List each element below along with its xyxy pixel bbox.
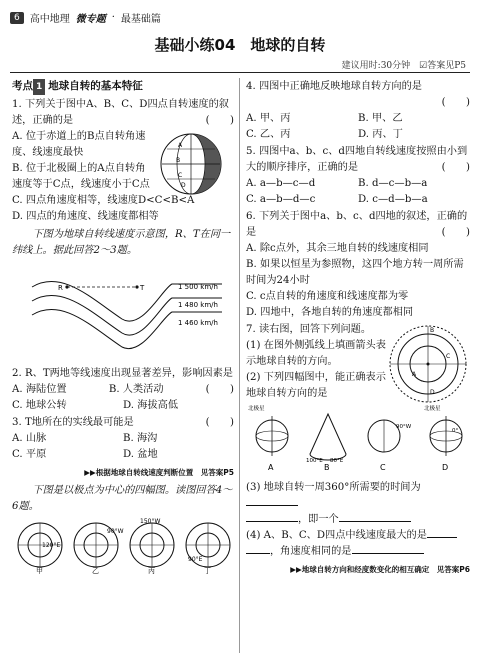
q7-4-blank-1[interactable] [427, 537, 457, 538]
q7-4-text-b: ，角速度相同的是 [270, 546, 352, 557]
globe-figure [156, 129, 226, 199]
polar-figure-jia [18, 523, 62, 575]
header-separator: · [111, 12, 115, 23]
q1-stem: 1. 下列关于图中A、B、C、D四点自转速度的叙述，正确的是 [12, 99, 229, 126]
running-header [10, 10, 161, 25]
q7-figure-a [248, 404, 288, 472]
q7-part-2: (2) 下列四幅图中，能正确表示地球自转方向的是 [246, 372, 386, 399]
fig4-label-150w: 150°W [140, 518, 161, 525]
q4-option-b: B. 甲、乙 [358, 113, 403, 124]
fig7-80e: 80°E [330, 458, 344, 464]
q6-option-d: D. 四地中，各地自转的角速度都相同 [246, 307, 414, 318]
question-1 [12, 97, 234, 129]
title-rule [10, 72, 470, 73]
q5-option-a: A. a—b—c—d [246, 178, 316, 189]
fig7-label-b: B [324, 463, 330, 472]
fig7-d-star-label: 北极星 [424, 406, 441, 412]
question-5 [246, 144, 470, 176]
edition-name: 最基础篇 [120, 14, 161, 25]
q3-option-b: B. 海沟 [123, 433, 158, 444]
svg-text:D: D [181, 182, 186, 189]
q5-option-b: B. d—c—b—a [358, 178, 428, 189]
q3-option-c: C. 平原 [12, 449, 47, 460]
q7-3-blank-1[interactable] [246, 505, 298, 506]
question-6 [246, 209, 470, 241]
q1-option-b: B. 位于北极圈上的A点自转角速度等于C点，线速度小于C点 [12, 163, 150, 190]
q7-main-figure [386, 322, 470, 406]
q5-option-d: D. c—d—b—a [358, 194, 428, 205]
q7-4-blank-3[interactable] [352, 553, 424, 554]
svg-text:D: D [430, 389, 435, 396]
footnote-2: ▶▶地球自转方向和经度数变化的相互确定 见答案P6 [290, 565, 470, 574]
q2-stem: 2. R、T两地等线速度出现显著差异，影响因素是 [12, 368, 233, 379]
polar-figure-ding [186, 523, 230, 575]
q2-options-row2 [12, 398, 234, 414]
svg-text:C: C [178, 172, 183, 179]
question-7: 7. 读右图，回答下列问题。 [246, 324, 372, 335]
q7-part-3-cont [246, 512, 470, 528]
footnote-1: ▶▶根据地球自转线速度判断位置 见答案P5 [84, 468, 234, 477]
fig4-label-120e: 120°E [42, 542, 61, 549]
fig4-label-90w: 90°W [107, 528, 124, 535]
q3-option-d: D. 盆地 [123, 449, 158, 460]
fig4-label-jia: 甲 [36, 567, 43, 575]
polar-figure-bing [130, 518, 174, 575]
fig7-100e: 100°E [306, 458, 323, 464]
q3-options-row1 [12, 431, 234, 447]
q5-stem: 5. 四图中a、b、c、d四地自转线速度按照由小到大的顺序排序，正确的是 [246, 146, 468, 173]
question-3 [12, 415, 234, 431]
kaodian-label: 考点 [12, 80, 33, 92]
fig7-label-c: C [380, 463, 386, 472]
q7-4-text-a: (4) A、B、C、D四点中线速度最大的是 [246, 530, 427, 541]
fig2-line2-label: 1 480 km/h [178, 301, 218, 309]
q6-answer-paren: ( ) [441, 227, 470, 238]
linear-speed-figure [12, 259, 234, 359]
q1-option-c: C. 四点角速度相等，线速度D<C<B<A [12, 195, 195, 206]
page-number: 6 [10, 12, 24, 24]
polar-figure-yi [74, 523, 124, 575]
fig2-t-label: T [140, 284, 145, 292]
fig2-line1-label: 1 500 km/h [178, 283, 218, 291]
q5-options-row2 [246, 192, 470, 208]
q4-options-row2 [246, 127, 470, 143]
q2-answer-paren: ( ) [205, 384, 234, 395]
q4-option-d: D. 丙、丁 [358, 129, 403, 140]
fig7-90w: 90°W [396, 424, 412, 430]
q1-option-d: D. 四点的角速度、线速度都相等 [12, 211, 159, 222]
left-column [12, 78, 234, 581]
q7-3-blank-2[interactable] [246, 521, 298, 522]
question-4 [246, 79, 470, 95]
column-divider [239, 78, 240, 653]
q6-stem: 6. 下列关于图中a、b、c、d四地的叙述，正确的是 [246, 211, 468, 238]
q7-part-4 [246, 528, 470, 544]
svg-text:B: B [430, 327, 435, 334]
q7-part-4-cont [246, 544, 470, 560]
q7-figure-b [306, 414, 346, 472]
q3-answer-paren: ( ) [205, 417, 234, 428]
q2-option-a: A. 海陆位置 [12, 384, 67, 395]
q7-3-blank-3[interactable] [339, 521, 411, 522]
q7-3-text-b: ，即一个 [298, 514, 339, 525]
q2-option-c: C. 地球公转 [12, 400, 67, 411]
right-column [246, 78, 470, 580]
q3-options-row2 [12, 447, 234, 463]
svg-text:A: A [412, 371, 417, 378]
fig7-label-a: A [268, 463, 274, 472]
q3-stem: 3. T地所在的实线最可能是 [12, 417, 134, 428]
q6-option-a: A. 除c点外，其余三地自转的线速度相同 [246, 243, 429, 254]
q7-part-3 [246, 480, 470, 512]
fig4-label-bing: 丙 [148, 567, 155, 575]
kaodian-title: 地球自转的基本特征 [48, 80, 143, 92]
q4-options-row1 [246, 111, 470, 127]
q5-options-row1 [246, 176, 470, 192]
q4-stem: 4. 四图中正确地反映地球自转方向的是 [246, 81, 422, 92]
fig2-r-label: R [58, 284, 63, 292]
q1-answer-paren: ( ) [205, 115, 234, 126]
fig4-label-ding: 丁 [204, 567, 211, 575]
q4-answer-paren: ( ) [441, 97, 470, 108]
q7-figure-c [368, 420, 412, 472]
fig7-0deg: 0° [452, 428, 459, 434]
time-hint: 建议用时:30分钟 ☑答案见P5 [341, 61, 466, 71]
q7-option-figures [246, 402, 470, 474]
q2-option-d: D. 海拔高低 [123, 400, 179, 411]
q7-figure-d [424, 404, 462, 472]
q7-part-1: (1) 在图外侧弧线上填画箭头表示地球自转的方向。 [246, 340, 386, 367]
page-title: 基础小练04 地球的自转 [154, 36, 326, 54]
q5-answer-paren: ( ) [441, 162, 470, 173]
q2-option-b: B. 人类活动 [108, 384, 164, 395]
q1-option-a: A. 位于赤道上的B点自转角速度、线速度最快 [12, 131, 146, 158]
q6-option-b: B. 如果以恒星为参照物，这四个地方转一周所需时间为24小时 [246, 259, 464, 286]
kaodian-heading [12, 78, 234, 95]
fig7-a-star-label: 北极星 [248, 406, 265, 412]
q2-options-row1 [12, 382, 206, 398]
q6-option-c: C. c点自转的角速度和线速度都为零 [246, 291, 409, 302]
q3-option-a: A. 山脉 [12, 433, 47, 444]
q4-option-c: C. 乙、丙 [246, 129, 291, 140]
q7-3-text-a: (3) 地球自转一周360°所需要的时间为 [246, 482, 421, 493]
series-name: 高中地理 [29, 14, 70, 25]
svg-text:C: C [446, 353, 451, 360]
brand-name: 微专题 [75, 14, 106, 25]
fig2-line3-label: 1 460 km/h [178, 319, 218, 327]
svg-text:B: B [176, 157, 181, 164]
polar-view-figures [12, 515, 234, 575]
fig4-label-yi: 乙 [92, 567, 99, 575]
intro-q4-6: 下图是以极点为中心的四幅图。读图回答4～6题。 [12, 485, 233, 512]
intro-q2-3: 下图为地球自转线速度示意图，R、T在同一纬线上。据此回答2～3题。 [12, 229, 231, 256]
svg-text:A: A [178, 142, 183, 149]
q4-option-a: A. 甲、丙 [246, 113, 291, 124]
q7-4-blank-2[interactable] [246, 553, 270, 554]
kaodian-number: 1 [33, 79, 45, 95]
q5-option-c: C. a—b—d—c [246, 194, 316, 205]
fig7-label-d: D [442, 463, 449, 472]
fig4-label-90e: 90°E [188, 556, 203, 563]
